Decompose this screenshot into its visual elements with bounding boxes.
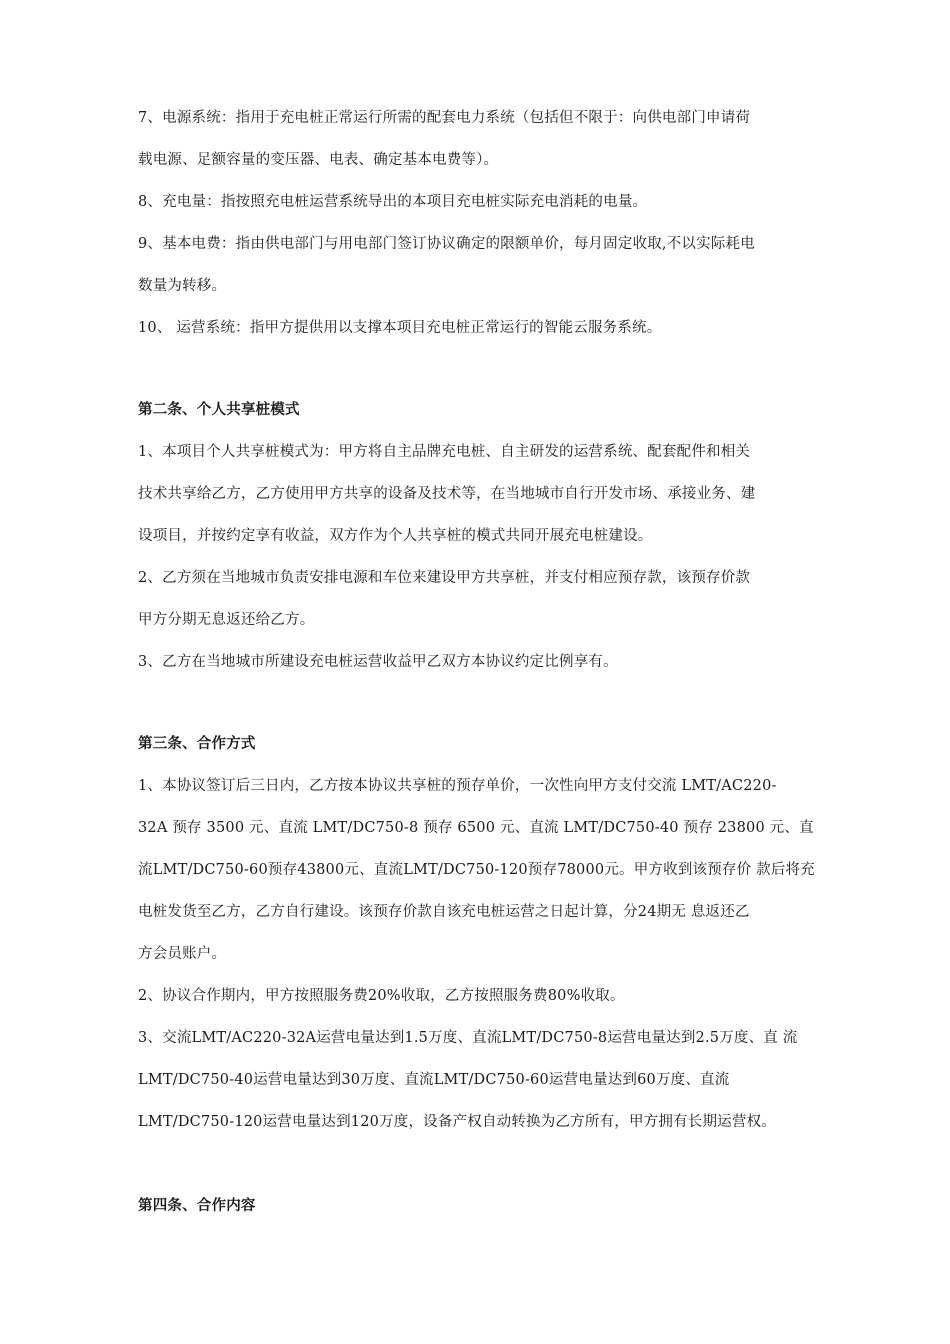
article-3-para-1-line-4: 电桩发货至乙方，乙方自行建设。该预存价款自该充电桩运营之日起计算，分24期无 息返还乙 (138, 904, 750, 920)
article-2-para-1-line-2: 技术共享给乙方，乙方使用甲方共享的设备及技术等，在当地城市自行开发市场、承接业务、建 (138, 486, 756, 502)
article-4-heading: 第四条、合作内容 (138, 1198, 256, 1214)
article-2-para-2-line-1: 2、乙方须在当地城市负责安排电源和车位来建设甲方共享桩，并支付相应预存款，该预存价款 (138, 570, 751, 586)
definition-8-line-1: 8、充电量：指按照充电桩运营系统导出的本项目充电桩实际充电消耗的电量。 (138, 194, 648, 210)
article-3-para-2-line-1: 2、协议合作期内，甲方按照服务费20%收取，乙方按照服务费80%收取。 (138, 988, 625, 1004)
article-2-para-1-line-3: 设项目，并按约定享有收益，双方作为个人共享桩的模式共同开展充电桩建设。 (138, 528, 653, 544)
definition-9-line-1: 9、基本电费：指由供电部门与用电部门签订协议确定的限额单价，每月固定收取,不以实际耗电 (138, 236, 755, 252)
article-3-para-1-line-1: 1、本协议签订后三日内，乙方按本协议共享桩的预存单价，一次性向甲方支付交流 LMT/AC220- (138, 778, 777, 794)
article-3-para-1-line-3: 流LMT/DC750-60预存43800元、直流LMT/DC750-120预存78000元。甲方收到该预存价 款后将充 (138, 862, 815, 878)
definition-7-line-2: 载电源、足额容量的变压器、电表、确定基本电费等）。 (138, 152, 499, 168)
definition-7-line-1: 7、电源系统：指用于充电桩正常运行所需的配套电力系统（包括但不限于：向供电部门申请荷 (138, 110, 751, 126)
article-2-heading: 第二条、个人共享桩模式 (138, 402, 300, 418)
definition-10-line-1: 10、 运营系统：指甲方提供用以支撑本项目充电桩正常运行的智能云服务系统。 (138, 320, 662, 336)
article-2-para-2-line-2: 甲方分期无息返还给乙方。 (138, 612, 315, 628)
definition-9-line-2: 数量为转移。 (138, 278, 227, 294)
article-2-para-1-line-1: 1、本项目个人共享桩模式为：甲方将自主品牌充电桩、自主研发的运营系统、配套配件和相关 (138, 444, 751, 460)
article-2-para-3-line-1: 3、乙方在当地城市所建设充电桩运营收益甲乙双方本协议约定比例享有。 (138, 654, 618, 670)
article-3-para-3-line-2: LMT/DC750-40运营电量达到30万度、直流LMT/DC750-60运营电量达到60万度、直流 (138, 1072, 730, 1088)
article-3-heading: 第三条、合作方式 (138, 736, 256, 752)
article-3-para-3-line-1: 3、交流LMT/AC220-32A运营电量达到1.5万度、直流LMT/DC750-8运营电量达到2.5万度、直 流 (138, 1030, 798, 1046)
article-3-para-1-line-2: 32A 预存 3500 元、直流 LMT/DC750-8 预存 6500 元、直流 LMT/DC750-40 预存 23800 元、直 (138, 820, 814, 836)
article-3-para-1-line-5: 方会员账户。 (138, 946, 227, 962)
article-3-para-3-line-3: LMT/DC750-120运营电量达到120万度，设备产权自动转换为乙方所有，甲方拥有长期运营权。 (138, 1114, 776, 1130)
